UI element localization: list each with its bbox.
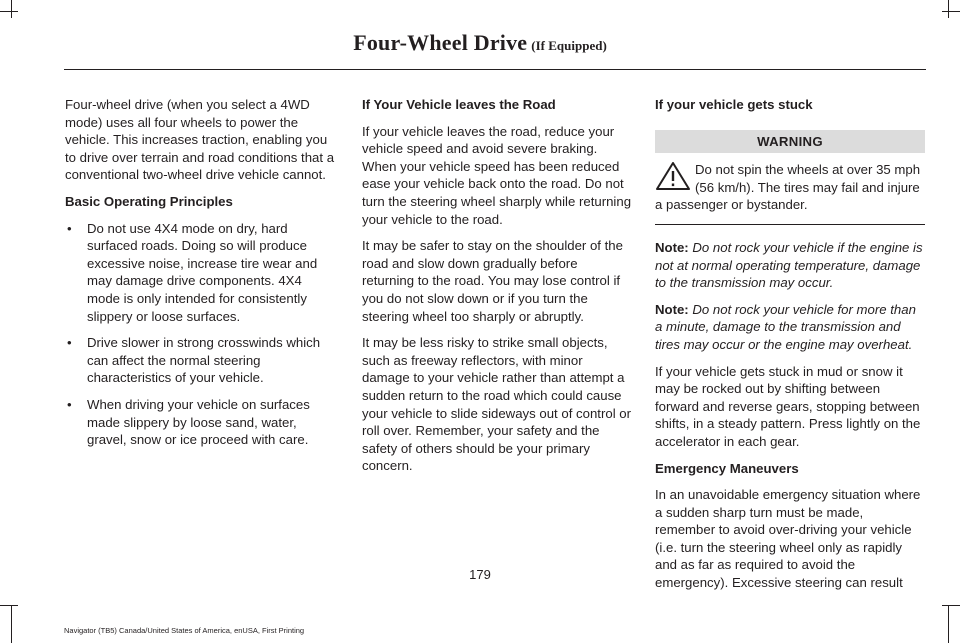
column-right	[655, 96, 925, 601]
paragraph: It may be safer to stay on the shoulder of the road and slow down gradually before returning to the road. You may lose control if you do not slow down or if you turn the steering wheel too sharply or abruptly.	[362, 238, 623, 324]
note-text: Do not rock your vehicle if the engine is not at normal operating temperature, damage to the transmission may occur.	[655, 239, 923, 291]
warning-banner: WARNING	[655, 130, 925, 154]
note-1	[655, 239, 925, 292]
warning-triangle-icon	[655, 161, 691, 191]
column-left	[65, 96, 335, 458]
section-heading-gets-stuck: If your vehicle gets stuck	[655, 97, 813, 112]
crop-mark-bottom-left-h	[0, 605, 18, 606]
note-label: Note:	[655, 239, 689, 255]
page-footer: Navigator (TB5) Canada/United States of America, enUSA, First Printing	[64, 626, 305, 635]
crop-mark-bottom-right-h	[942, 605, 960, 606]
page-number: 179	[469, 567, 491, 582]
intro-paragraph: Four-wheel drive (when you select a 4WD mode) uses all four wheels to power the vehicle. This increases traction, enabling you to drive over terrain and road conditions that a conventional two-wheel drive vehicle cannot.	[65, 97, 335, 183]
header-rule	[64, 69, 926, 70]
warning-box	[655, 161, 925, 225]
page-header	[0, 30, 960, 56]
crop-mark-top-left-h	[0, 11, 18, 12]
section-heading-basic-operating-principles: Basic Operating Principles	[65, 193, 233, 209]
list-item: • Do not use 4X4 mode on dry, hard surfaced roads. Doing so will produce excessive noise, increase tire wear and may damage drive components. 4X4 mode is only intended for consistently slippery or loose surfaces.	[65, 220, 335, 326]
page-subtitle: (If Equipped)	[531, 38, 607, 53]
crop-mark-bottom-left-v	[11, 605, 12, 643]
crop-mark-top-right-h	[942, 11, 960, 12]
list-item: • When driving your vehicle on surfaces made slippery by loose sand, water, gravel, snow or ice proceed with care.	[65, 396, 335, 449]
page-title: Four-Wheel Drive	[353, 30, 528, 55]
crop-mark-top-left-v	[11, 0, 12, 18]
paragraph: It may be less risky to strike small objects, such as freeway reflectors, with minor damage to your vehicle rather than attempt a sudden return to the road which could cause your vehicle to slide sideways out of control or roll over. Remember, your safety and the safety of others should be your primary concern.	[362, 335, 632, 474]
paragraph: If your vehicle leaves the road, reduce your vehicle speed and avoid severe braking. When your vehicle speed has been reduced ease your vehicle back onto the road. Do not turn the steering wheel sharply while returning your vehicle to the road.	[362, 123, 632, 227]
crop-mark-top-right-v	[948, 0, 949, 18]
list-item: • Drive slower in strong crosswinds which can affect the normal steering characteristics of your vehicle.	[65, 334, 335, 387]
paragraph: In an unavoidable emergency situation where a sudden sharp turn must be made, remember to avoid over-driving your vehicle (i.e. turn the steering wheel only as rapidly and as far as required to avoid the emergency). Excessive steering can result	[655, 487, 921, 591]
paragraph: If your vehicle gets stuck in mud or snow it may be rocked out by shifting between forward and reverse gears, stopping between shifts, in a steady pattern. Press lightly on the accelerator in each gear.	[655, 363, 921, 449]
crop-mark-bottom-right-v	[948, 605, 949, 643]
section-heading-leaves-road: If Your Vehicle leaves the Road	[362, 97, 556, 112]
note-label: Note:	[655, 301, 689, 317]
note-2	[655, 301, 925, 354]
column-middle	[362, 96, 632, 484]
note-text: Do not rock your vehicle for more than a minute, damage to the transmission and tires may occur or the engine may overheat.	[655, 301, 916, 352]
warning-text: Do not spin the wheels at over 35 mph (56 km/h). The tires may fail and injure a passenger or bystander.	[655, 162, 921, 213]
principles-list	[65, 220, 335, 449]
section-heading-emergency-maneuvers: Emergency Maneuvers	[655, 460, 799, 476]
